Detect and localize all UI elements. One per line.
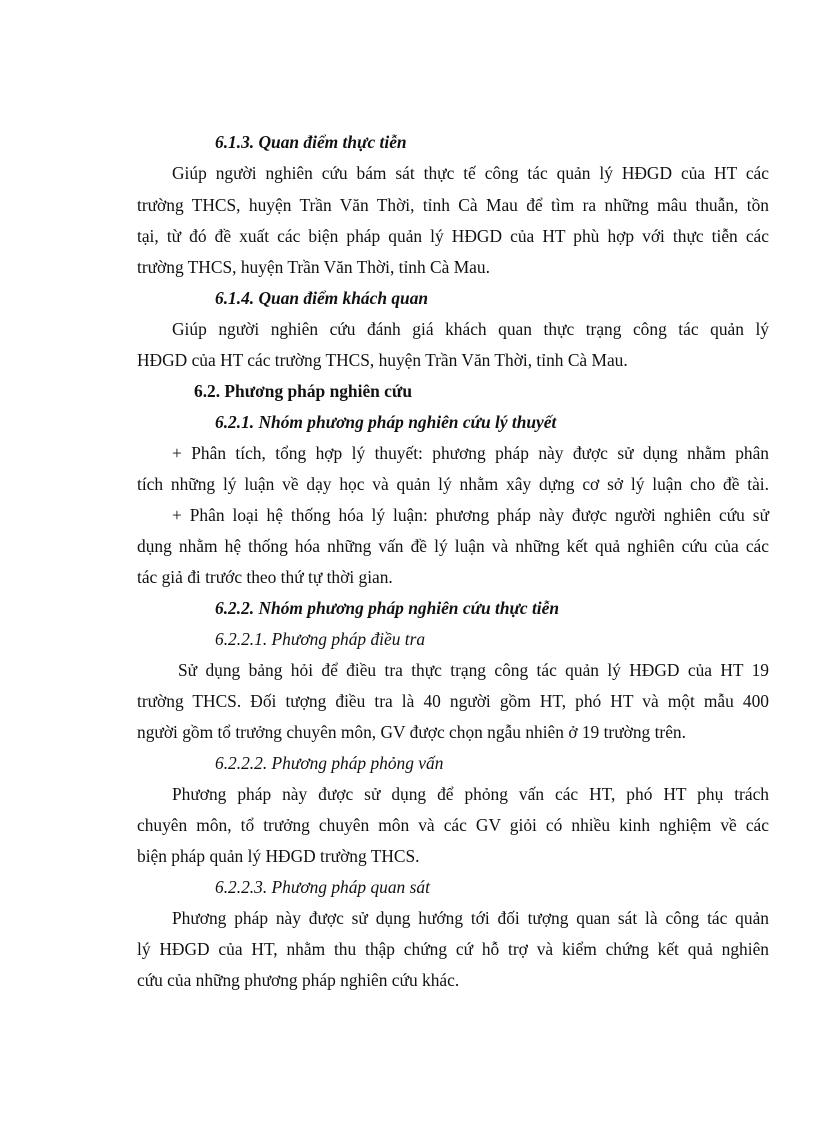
paragraph-line: trường THCS, huyện Trần Văn Thời, tỉnh Cà Mau. [137,257,490,277]
paragraph-line: Phương pháp này được sử dụng hướng tới đối tượng quan sát là công tác quản [172,908,769,928]
section-heading-6-2: 6.2. Phương pháp nghiên cứu [194,381,413,401]
paragraph-line: dụng nhằm hệ thống hóa những vấn đề lý luận và những kết quả nghiên cứu của các [137,536,769,556]
paragraph-line: + Phân loại hệ thống hóa lý luận: phương pháp này được người nghiên cứu sử [172,505,769,525]
paragraph-line: HĐGD của HT các trường THCS, huyện Trần Văn Thời, tỉnh Cà Mau. [137,350,628,370]
section-heading-6-2-2: 6.2.2. Nhóm phương pháp nghiên cứu thực tiễn [215,598,560,618]
section-heading-6-2-2-1: 6.2.2.1. Phương pháp điều tra [215,629,426,649]
paragraph-line: biện pháp quản lý HĐGD trường THCS. [137,846,420,866]
paragraph-line: Giúp người nghiên cứu bám sát thực tế công tác quản lý HĐGD của HT các [172,163,769,183]
paragraph-line: người gồm tổ trưởng chuyên môn, GV được chọn ngẫu nhiên ở 19 trường trên. [137,722,686,742]
paragraph-line: trường THCS, huyện Trần Văn Thời, tỉnh Cà Mau để tìm ra những mâu thuẫn, tồn [137,195,769,215]
paragraph-line: cứu của những phương pháp nghiên cứu khác. [137,970,460,990]
paragraph-line: + Phân tích, tổng hợp lý thuyết: phương pháp này được sử dụng nhằm phân [172,443,769,463]
paragraph-line: tích những lý luận về dạy học và quản lý nhằm xây dựng cơ sở lý luận cho đề tài. [137,474,769,494]
paragraph-line: trường THCS. Đối tượng điều tra là 40 người gồm HT, phó HT và một mẫu 400 [137,691,769,711]
section-heading-6-2-2-2: 6.2.2.2. Phương pháp phỏng vấn [215,753,444,773]
section-heading-6-1-3: 6.1.3. Quan điểm thực tiễn [215,132,407,152]
paragraph-line: tác giả đi trước theo thứ tự thời gian. [137,567,393,587]
section-heading-6-2-2-3: 6.2.2.3. Phương pháp quan sát [215,877,430,897]
paragraph-line: tại, từ đó đề xuất các biện pháp quản lý HĐGD của HT phù hợp với thực tiễn các [137,226,769,246]
paragraph-line: Sử dụng bảng hỏi để điều tra thực trạng công tác quản lý HĐGD của HT 19 [178,660,769,680]
paragraph-line: Giúp người nghiên cứu đánh giá khách quan thực trạng công tác quản lý [172,319,769,339]
paragraph-line: lý HĐGD của HT, nhằm thu thập chứng cứ hỗ trợ và kiểm chứng kết quả nghiên [137,939,769,959]
paragraph-line: Phương pháp này được sử dụng để phỏng vấn các HT, phó HT phụ trách [172,784,769,804]
section-heading-6-2-1: 6.2.1. Nhóm phương pháp nghiên cứu lý thuyết [215,412,557,432]
paragraph-line: chuyên môn, tổ trưởng chuyên môn và các GV giỏi có nhiều kinh nghiệm về các [137,815,769,835]
section-heading-6-1-4: 6.1.4. Quan điểm khách quan [215,288,429,308]
